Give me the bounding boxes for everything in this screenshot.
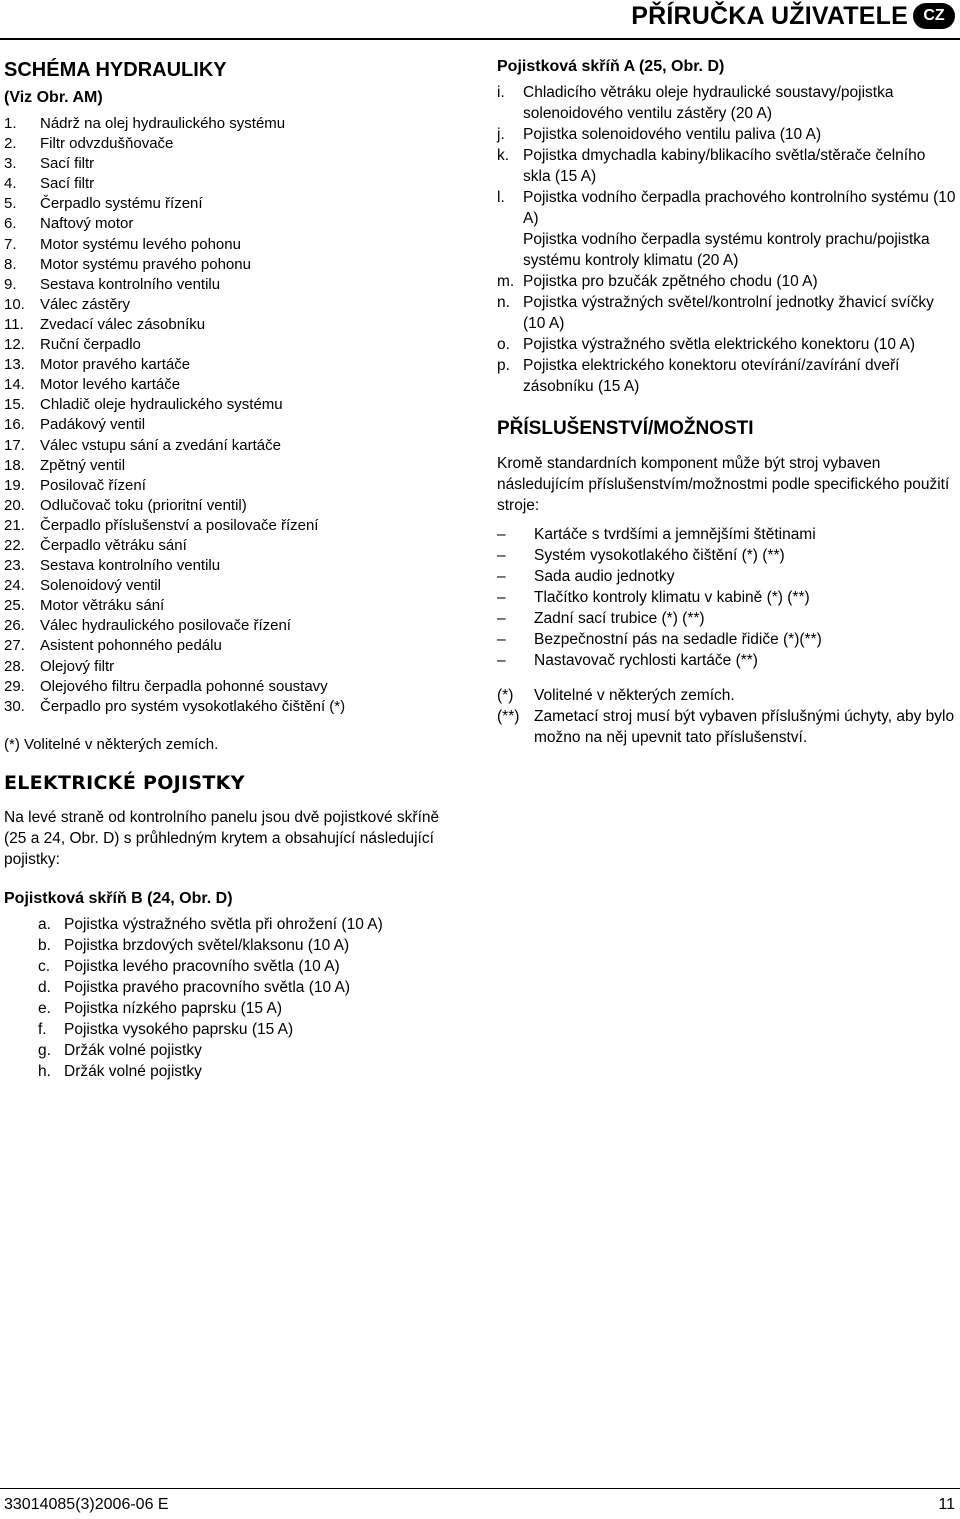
fuse-item-text: Pojistka vodního čerpadla systému kontroly prachu/pojistka systému kontroly klimatu (20 A) [523,231,930,269]
accessory-item-text: Zadní sací trubice (*) (**) [534,610,705,627]
list-item-text: Sestava kontrolního ventilu [40,275,221,293]
list-item-marker: 25. [4,597,25,615]
list-item-marker: 20. [4,496,25,514]
accessory-item-marker: – [497,589,506,606]
list-item-text: Čerpadlo příslušenství a posilovače řízení [40,516,319,534]
list-item-text: Odlučovač toku (prioritní ventil) [40,496,247,514]
list-item-text: Posilovač řízení [40,476,146,494]
list-item [4,697,459,717]
list-item-text: Válec hydraulického posilovače řízení [40,617,291,635]
fuse-item [497,271,957,292]
fuse-item-text: Pojistka vysokého paprsku (15 A) [64,1020,294,1038]
fuse-item-marker: m. [497,273,515,290]
list-item-marker: 2. [4,135,17,153]
hydraulics-title: SCHÉMA HYDRAULIKY [4,59,227,81]
list-item [4,375,459,395]
fuse-item-marker: c. [38,957,51,975]
accessories-intro: Kromě standardních komponent může být stroj vybaven následujícím příslušenstvím/možnostmi podle specifického použití stroje: [497,455,950,514]
list-item-text: Motor systému pravého pohonu [40,255,251,273]
list-item [4,315,459,335]
header-rule [0,38,960,40]
fuse-item-marker: o. [497,336,510,353]
fuse-item-text: Pojistka elektrického konektoru otevírání/zavírání dveří zásobníku (15 A) [523,357,900,395]
list-item [4,677,459,697]
fuse-item [4,935,459,956]
list-item [4,596,459,616]
fuse-item-marker: n. [497,294,510,311]
list-item-text: Solenoidový ventil [40,577,161,595]
list-item-marker: 11. [4,315,24,333]
list-item-marker: 6. [4,215,17,233]
fuse-item [4,956,459,977]
footnote-text: Zametací stroj musí být vybaven příslušnými úchyty, aby bylo možno na něj upevnit tato příslušenství. [534,708,955,746]
accessory-item-marker: – [497,526,506,543]
accessory-item-text: Bezpečnostní pás na sedadle řidiče (*)(**) [534,631,822,648]
fuse-item-text: Pojistka dmychadla kabiny/blikacího světla/stěrače čelního skla (15 A) [523,147,926,185]
footnote-text: Volitelné v některých zemích. [534,687,735,704]
accessory-item [497,566,957,587]
accessories-list [497,524,957,671]
fuse-item-marker: j. [497,126,505,143]
list-item-marker: 24. [4,577,25,595]
list-item-text: Motor větráku sání [40,597,165,615]
list-item-marker: 27. [4,637,25,655]
list-item [4,636,459,656]
fuse-item [4,1061,459,1082]
hydraulics-subtitle: (Viz Obr. AM) [4,89,103,106]
accessory-item [497,524,957,545]
list-item-text: Čerpadlo systému řízení [40,195,203,213]
accessory-item-marker: – [497,652,506,669]
page-number: 11 [938,1496,955,1513]
fuse-item-text: Držák volné pojistky [64,1062,202,1080]
accessory-item-marker: – [497,631,506,648]
accessory-item [497,650,957,671]
list-item [4,355,459,375]
fuse-item-text: Pojistka levého pracovního světla (10 A) [64,957,340,975]
fuse-item-marker: h. [38,1062,51,1080]
fuse-item [497,355,957,397]
fuse-item-marker: d. [38,978,51,996]
page-header [0,0,960,40]
fuse-item-marker: i. [497,84,505,101]
fuses-title: ELEKTRICKÉ POJISTKY [4,771,245,794]
accessory-item-text: Tlačítko kontroly klimatu v kabině (*) (**) [534,589,810,606]
list-item [4,295,459,315]
list-item-text: Asistent pohonného pedálu [40,637,222,655]
fuse-item-text: Pojistka vodního čerpadla prachového kontrolního systému (10 A) [523,189,956,227]
accessories-notes [497,685,957,748]
list-item-text: Padákový ventil [40,416,146,434]
list-item [4,235,459,255]
list-item-marker: 12. [4,336,25,354]
footer-rule [0,1488,960,1489]
accessories-title: PŘÍSLUŠENSTVÍ/MOŽNOSTI [497,418,754,439]
list-item-text: Válec zástěry [40,295,131,313]
list-item-text: Sací filtr [40,175,95,193]
list-item-text: Sací filtr [40,155,95,173]
list-item [4,255,459,275]
list-item-text: Naftový motor [40,215,134,233]
list-item-marker: 1. [4,115,17,132]
list-item-text: Zvedací válec zásobníku [40,315,206,333]
list-item-text: Zpětný ventil [40,456,126,474]
accessory-item-text: Sada audio jednotky [534,568,675,585]
list-item [4,657,459,677]
list-item-text: Motor systému levého pohonu [40,235,241,253]
fuse-item [497,334,957,355]
list-item-marker: 29. [4,677,25,695]
list-item [4,496,459,516]
list-item-marker: 17. [4,436,25,454]
list-item [4,214,459,234]
list-item-text: Olejový filtr [40,657,115,675]
list-item-marker: 10. [4,295,25,313]
fuse-item-text: Pojistka výstražných světel/kontrolní jednotky žhavicí svíčky (10 A) [523,294,934,332]
fuse-item-marker: k. [497,147,510,164]
list-item-text: Nádrž na olej hydraulického systému [40,115,286,132]
fuse-item [497,229,957,271]
list-item-text: Ruční čerpadlo [40,336,141,354]
fuses-intro: Na levé straně od kontrolního panelu jsou dvě pojistkové skříně (25 a 24, Obr. D) s průhledným krytem a obsahující následující pojistky: [4,808,440,868]
fuse-item [497,124,957,145]
footnote [497,685,957,706]
list-item-marker: 15. [4,396,25,414]
footnote-marker: (**) [497,708,520,725]
list-item-marker: 4. [4,175,17,193]
accessory-item [497,587,957,608]
fuse-item-marker: a. [38,915,51,933]
list-item-text: Filtr odvzdušňovače [40,135,174,153]
list-item-text: Motor pravého kartáče [40,356,191,374]
header-title: PŘÍRUČKA UŽIVATELE [631,2,908,30]
list-item-marker: 22. [4,536,25,554]
fuse-item [497,292,957,334]
list-item-text: Čerpadlo větráku sání [40,536,187,554]
list-item-marker: 16. [4,416,25,434]
list-item [4,174,459,194]
fuse-item-text: Pojistka výstražného světla při ohrožení (10 A) [64,915,383,933]
fuse-item [4,914,459,935]
list-item-text: Čerpadlo pro systém vysokotlakého čištění (*) [40,697,346,715]
list-item-marker: 5. [4,195,17,213]
fuse-box-a-list [497,82,957,397]
list-item-marker: 18. [4,456,25,474]
list-item [4,335,459,355]
fuse-item-text: Chladicího větráku oleje hydraulické soustavy/pojistka solenoidového ventilu zástěry (20 A) [523,84,894,122]
accessory-item-text: Kartáče s tvrdšími a jemnějšími štětinami [534,526,816,543]
fuse-item-text: Pojistka pravého pracovního světla (10 A) [64,978,351,996]
fuse-item [4,977,459,998]
list-item [4,476,459,496]
list-item-marker: 30. [4,697,25,715]
fuse-box-a-title: Pojistková skříň A (25, Obr. D) [497,58,725,75]
fuse-item [4,998,459,1019]
right-column [497,56,957,748]
hydraulics-list [4,114,459,717]
list-item-text: Olejového filtru čerpadla pohonné soustavy [40,677,328,695]
list-item-marker: 21. [4,516,25,534]
list-item [4,436,459,456]
accessory-item-text: Nastavovač rychlosti kartáče (**) [534,652,758,669]
list-item-marker: 3. [4,155,17,173]
left-column [4,56,459,1082]
fuse-item [497,187,957,229]
list-item-marker: 9. [4,275,17,293]
fuse-item-marker [497,229,523,271]
fuse-item [497,145,957,187]
list-item [4,516,459,536]
accessory-item [497,629,957,650]
list-item-marker: 8. [4,255,17,273]
list-item-marker: 19. [4,476,25,494]
list-item [4,275,459,295]
fuse-item-marker: e. [38,999,51,1017]
fuse-item-text: Držák volné pojistky [64,1041,202,1059]
list-item [4,576,459,596]
hydraulics-note: (*) Volitelné v některých zemích. [4,735,219,753]
fuse-item [497,82,957,124]
list-item [4,536,459,556]
fuse-item-text: Pojistka výstražného světla elektrického konektoru (10 A) [523,336,915,353]
list-item [4,616,459,636]
accessory-item-text: Systém vysokotlakého čištění (*) (**) [534,547,785,564]
list-item-marker: 28. [4,657,25,675]
list-item-marker: 14. [4,376,25,394]
list-item-marker: 7. [4,235,17,253]
footnote [497,706,957,748]
list-item [4,154,459,174]
accessory-item [497,545,957,566]
accessory-item-marker: – [497,568,506,585]
fuse-item-text: Pojistka pro bzučák zpětného chodu (10 A) [523,273,818,290]
fuse-item [4,1019,459,1040]
list-item [4,415,459,435]
fuse-item-marker: g. [38,1041,51,1059]
fuse-item-text: Pojistka brzdových světel/klaksonu (10 A) [64,936,350,954]
accessory-item-marker: – [497,610,506,627]
document-code: 33014085(3)2006-06 E [4,1496,169,1513]
list-item [4,556,459,576]
footnote-marker: (*) [497,687,514,704]
fuse-item-marker: b. [38,936,51,954]
list-item [4,194,459,214]
fuse-box-b-list [4,914,459,1082]
fuse-item-text: Pojistka solenoidového ventilu paliva (10 A) [523,126,822,143]
list-item-text: Motor levého kartáče [40,376,181,394]
list-item-text: Válec vstupu sání a zvedání kartáče [40,436,281,454]
list-item [4,114,459,134]
accessory-item-marker: – [497,547,506,564]
list-item-text: Sestava kontrolního ventilu [40,557,221,575]
fuse-box-b-title: Pojistková skříň B (24, Obr. D) [4,889,233,907]
fuse-item-marker: l. [497,189,505,206]
list-item-marker: 13. [4,356,25,374]
fuse-item-text: Pojistka nízkého paprsku (15 A) [64,999,282,1017]
fuse-item-marker: f. [38,1020,47,1038]
list-item [4,395,459,415]
list-item [4,456,459,476]
fuse-item-marker: p. [497,357,510,374]
accessory-item [497,608,957,629]
fuse-item [4,1040,459,1061]
language-badge: CZ [913,3,955,29]
list-item-marker: 26. [4,617,25,635]
list-item [4,134,459,154]
list-item-marker: 23. [4,557,25,575]
list-item-text: Chladič oleje hydraulického systému [40,396,283,414]
